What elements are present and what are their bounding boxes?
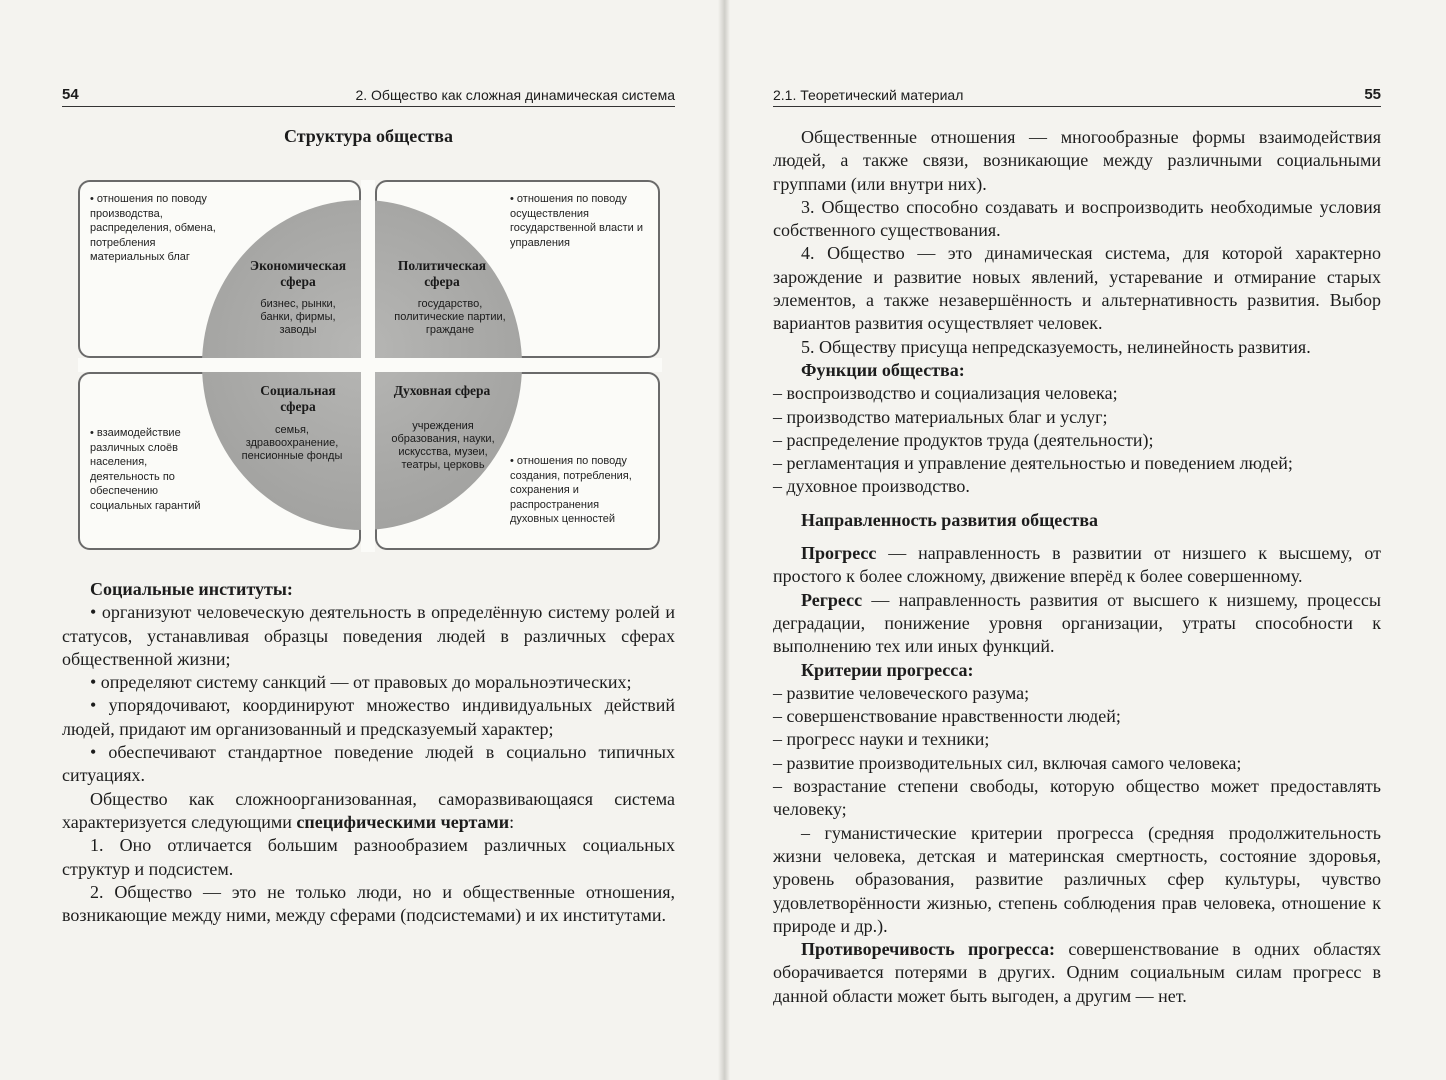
criteria-item: – развитие человеческого разума; [773, 682, 1030, 703]
institutes-item: • определяют систему санкций — от правовых до моральноэтических; [90, 672, 632, 693]
left-page [0, 0, 722, 1080]
institutes-heading: Социальные институты: [90, 579, 293, 599]
spiritual-sphere-items: учреждения образования, науки, искусства, музеи, театры, церковь [391, 420, 495, 471]
feature-item: 1. Оно отличается большим разнообразием различных социальных структур и подсистем. [62, 835, 675, 879]
spiritual-sphere-name: Духовная сфера [393, 383, 491, 398]
feature-item: 5. Обществу присуща непредсказуемость, нелинейность развития. [801, 336, 1311, 357]
progress-definition [773, 542, 1381, 589]
contradiction-term: Противоречивость прогресса: [801, 939, 1055, 960]
header-title: 2.1. Теоретический материал [773, 87, 964, 103]
diagram-title: Структура общества [283, 126, 454, 146]
features-intro-bold: специфическими чертами [296, 811, 510, 832]
political-sphere-name: Политическая сфера [397, 258, 487, 289]
institutes-item: • организуют человеческую деятельность в определённую систему ролей и статусов, устанавливая образцы поведения людей в различных сферах общественной жизни; [62, 602, 675, 669]
features-intro-end: : [509, 811, 515, 832]
progress-text: — направленность в развитии от низшего к высшему, от простого к более сложному, движение вперёд к более совершенному. [773, 543, 1381, 587]
political-sphere-items: государство, политические партии, граждане [394, 298, 506, 336]
progress-term: Прогресс [801, 543, 877, 564]
economic-sphere-items: бизнес, рынки, банки, фирмы, заводы [260, 298, 336, 336]
feature-item: 3. Общество способно создавать и воспроизводить необходимые условия собственного существования. [773, 196, 1381, 241]
horizontal-divider [78, 358, 662, 372]
institutes-item: • обеспечивают стандартное поведение людей в социально типичных ситуациях. [62, 742, 675, 786]
social-sphere-items: семья, здравоохранение, пенсионные фонды [241, 424, 343, 462]
right-page [727, 0, 1446, 1080]
contradiction-paragraph [773, 938, 1381, 1008]
functions-item: – воспроизводство и социализация человека; [773, 383, 1118, 404]
contradiction-text: совершенствование в одних областях оборачивается потерями в других. Одним социальным силам прогресс в данной области может быть выгоден, а другим — нет. [773, 939, 1382, 1006]
page-number: 55 [1364, 86, 1381, 103]
functions-item: – регламентация и управление деятельностью и поведением людей; [773, 453, 1293, 474]
left-body-text [62, 578, 675, 927]
criteria-item: – совершенствование нравственности людей; [773, 706, 1121, 727]
regress-definition [773, 589, 1381, 659]
economic-note: • отношения по поводу производства, распределения, обмена, потребления материальных благ [90, 193, 216, 263]
institutes-item: • упорядочивают, координируют множество индивидуальных действий людей, придают им организованный и предсказуемый характер; [62, 695, 675, 739]
social-note: • взаимодействие различных слоёв населения, деятельность по обеспечению социальных гарантий [90, 427, 201, 512]
right-body-text [773, 126, 1381, 1008]
page-number: 54 [62, 86, 79, 103]
criteria-item: – прогресс науки и техники; [773, 729, 990, 750]
feature-item: 2. Общество — это не только люди, но и общественные отношения, возникающие между ними, между сферами (подсистемами) и их институтами. [62, 881, 675, 926]
feature-item: 4. Общество — это динамическая система, для которой характерно зарождение и развитие новых явлений, устаревание и отмирание старых элементов, а также незавершённость и альтернативность развития. Выбор вариантов развития осуществляет человек. [773, 243, 1381, 334]
functions-item: – распределение продуктов труда (деятельности); [773, 429, 1154, 450]
criteria-item: – гуманистические критерии прогресса (средняя продолжительность жизни человека, детская и материнская смертность, состояние здоровья, уровень образования, развитие различных сфер культуры, чувство удовлетворённости жизнью, степень соблюдения прав человека, отношение к природе и др.). [773, 822, 1381, 936]
header-title: 2. Общество как сложная динамическая система [355, 87, 675, 103]
functions-item: – духовное производство. [773, 476, 970, 497]
economic-sphere-name: Экономическая сфера [249, 258, 347, 289]
social-sphere-name: Социальная сфера [260, 383, 336, 414]
society-structure-diagram [78, 180, 662, 552]
book-gutter [718, 0, 730, 1080]
regress-text: — направленность развития от высшего к низшему, процессы деградации, понижение уровня организации, утраты способности к выполнению тех или иных функций. [773, 589, 1381, 657]
criteria-heading: Критерии прогресса: [801, 659, 974, 680]
running-header [773, 84, 1381, 107]
regress-term: Регресс [801, 589, 863, 610]
direction-heading: Направленность развития общества [801, 509, 1099, 530]
criteria-item: – развитие производительных сил, включая самого человека; [773, 752, 1242, 773]
criteria-item: – возрастание степени свободы, которую общество может предоставлять человеку; [773, 776, 1381, 820]
running-header [62, 84, 675, 107]
features-intro [62, 788, 675, 835]
spiritual-note: • отношения по поводу создания, потребления, сохранения и распространения духовных ценностей [510, 455, 632, 525]
functions-heading: Функции общества: [801, 359, 965, 380]
social-relations-paragraph: Общественные отношения — многообразные формы взаимодействия людей, а также связи, возникающие между различными социальными группами (или внутри них). [773, 127, 1381, 194]
features-intro-start: Общество как сложноорганизованная, саморазвивающаяся система характеризуется следующими [62, 788, 675, 832]
functions-item: – производство материальных благ и услуг; [773, 406, 1108, 427]
political-note: • отношения по поводу осуществления государственной власти и управления [510, 193, 644, 249]
